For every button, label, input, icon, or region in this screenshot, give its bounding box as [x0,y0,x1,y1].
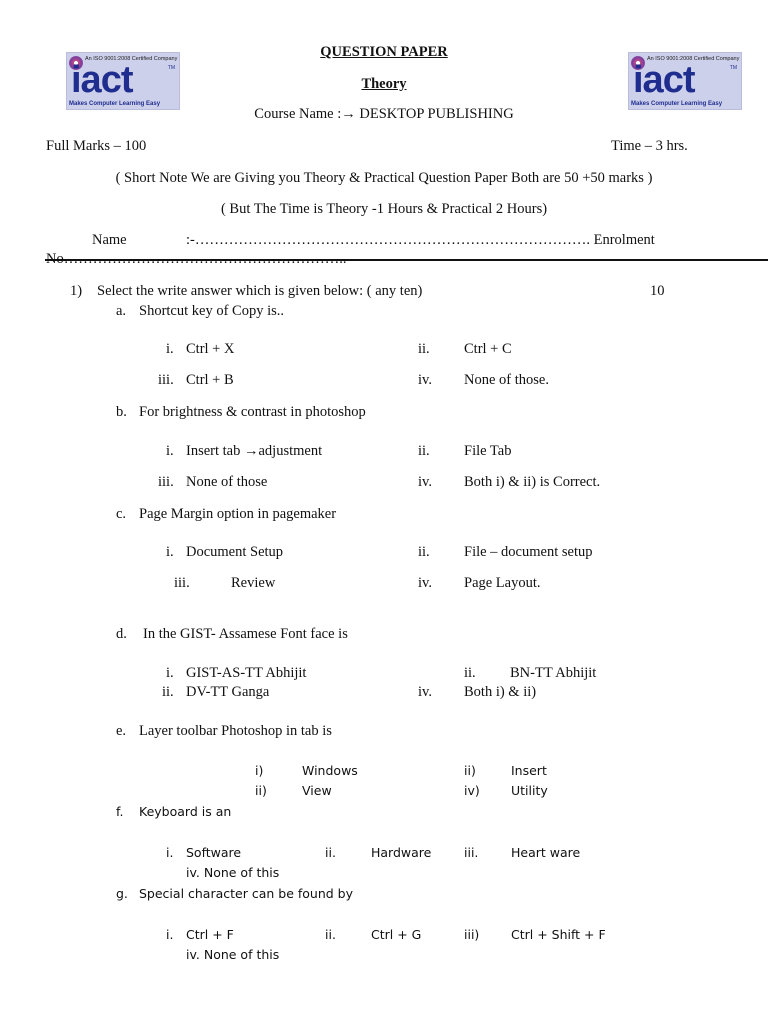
item-text: For brightness & contrast in photoshop [139,404,366,420]
paper-subtitle: Theory [361,76,407,92]
name-label: Name [92,232,127,248]
logo-tagline: Makes Computer Learning Easy [631,101,723,107]
option-text: Ctrl + B [186,372,234,388]
paper-title: QUESTION PAPER [320,44,448,60]
option-text: iv. None of this [186,947,280,962]
option-num: ii. [162,684,174,700]
option-text: Insert tab →adjustment [186,443,323,459]
option-num: ii. [418,443,430,459]
option-text: File Tab [464,443,512,459]
item-letter: f. [116,804,124,819]
logo-tm: TM [167,65,175,71]
option-num: iii. [158,372,174,388]
option-num: ii) [464,763,476,778]
option-num: i. [166,665,174,681]
option-num: ii. [464,665,476,681]
option-num: iv. [418,684,432,700]
question-number: 1) [70,283,83,299]
option-num: i. [166,341,174,357]
option-text: Hardware [371,845,432,860]
full-marks: Full Marks – 100 [46,138,147,154]
item-text: Shortcut key of Copy is.. [139,303,284,319]
option-text: Ctrl + F [186,927,234,942]
option-text: DV-TT Ganga [186,684,270,700]
option-text: Windows [302,763,358,778]
option-num: ii. [325,927,336,942]
item-letter: b. [116,404,127,420]
item-text: In the GIST- Assamese Font face is [143,626,348,642]
option-num: ii) [255,783,267,798]
option-text: iv. None of this [186,865,280,880]
option-num: iii) [464,927,480,942]
option-text: Insert [511,763,547,778]
time-note: ( But The Time is Theory -1 Hours & Practical 2 Hours) [220,201,548,217]
item-text: Keyboard is an [139,804,232,819]
item-text: Page Margin option in pagemaker [139,506,337,522]
option-text: Utility [511,783,548,798]
option-num: i. [166,927,174,942]
item-text: Layer toolbar Photoshop in tab is [139,723,332,739]
item-letter: d. [116,626,127,642]
option-text: Software [186,845,242,860]
logo-wordmark: iact [71,59,133,101]
logo-wordmark: iact [633,59,695,101]
option-num: iii. [174,575,190,591]
option-num: ii. [325,845,336,860]
item-letter: e. [116,723,127,739]
option-num: i. [166,443,174,459]
item-letter: c. [116,506,127,522]
option-text: Page Layout. [464,575,541,591]
option-num: ii. [418,341,430,357]
logo-tagline: Makes Computer Learning Easy [69,101,161,107]
logo-iso-text: An ISO 9001:2008 Certified Company [647,56,740,62]
option-text: None of those [186,474,268,490]
logo-iso-text: An ISO 9001:2008 Certified Company [85,56,178,62]
question-text: Select the write answer which is given below: ( any ten) [97,283,423,299]
option-num: iv) [464,783,480,798]
item-letter: g. [116,886,128,901]
option-num: iii. [464,845,479,860]
option-num: i. [166,544,174,560]
option-num: i) [255,763,264,778]
option-text: Heart ware [511,845,581,860]
option-text: Ctrl + X [186,341,235,357]
option-text: Document Setup [186,544,284,560]
time-allowed: Time – 3 hrs. [611,138,688,154]
option-text: File – document setup [464,544,593,560]
option-text: Both i) & ii) is Correct. [464,474,601,490]
item-text: Special character can be found by [139,886,354,901]
option-num: iv. [418,474,432,490]
option-num: iii. [158,474,174,490]
enrolment-line: No………………………………………………….. [46,251,347,267]
option-text: Ctrl + G [371,927,422,942]
option-text: Ctrl + C [464,341,512,357]
option-num: iv. [418,372,432,388]
option-text: Ctrl + Shift + F [511,927,606,942]
logo-tm: TM [729,65,737,71]
short-note: ( Short Note We are Giving you Theory & Practical Question Paper Both are 50 +50 marks ) [115,170,653,186]
option-text: GIST-AS-TT Abhijit [186,665,307,681]
option-num: ii. [418,544,430,560]
option-num: iv. [418,575,432,591]
item-letter: a. [116,303,127,319]
option-text: Both i) & ii) [464,684,537,700]
option-text: View [302,783,332,798]
course-name: Course Name :→ DESKTOP PUBLISHING [254,106,514,122]
name-line: :-………………………………………………………………………. Enrolment [186,232,655,248]
option-text: None of those. [464,372,549,388]
option-num: i. [166,845,174,860]
option-text: BN-TT Abhijit [510,665,597,681]
question-marks: 10 [650,283,665,299]
option-text: Review [231,575,276,591]
